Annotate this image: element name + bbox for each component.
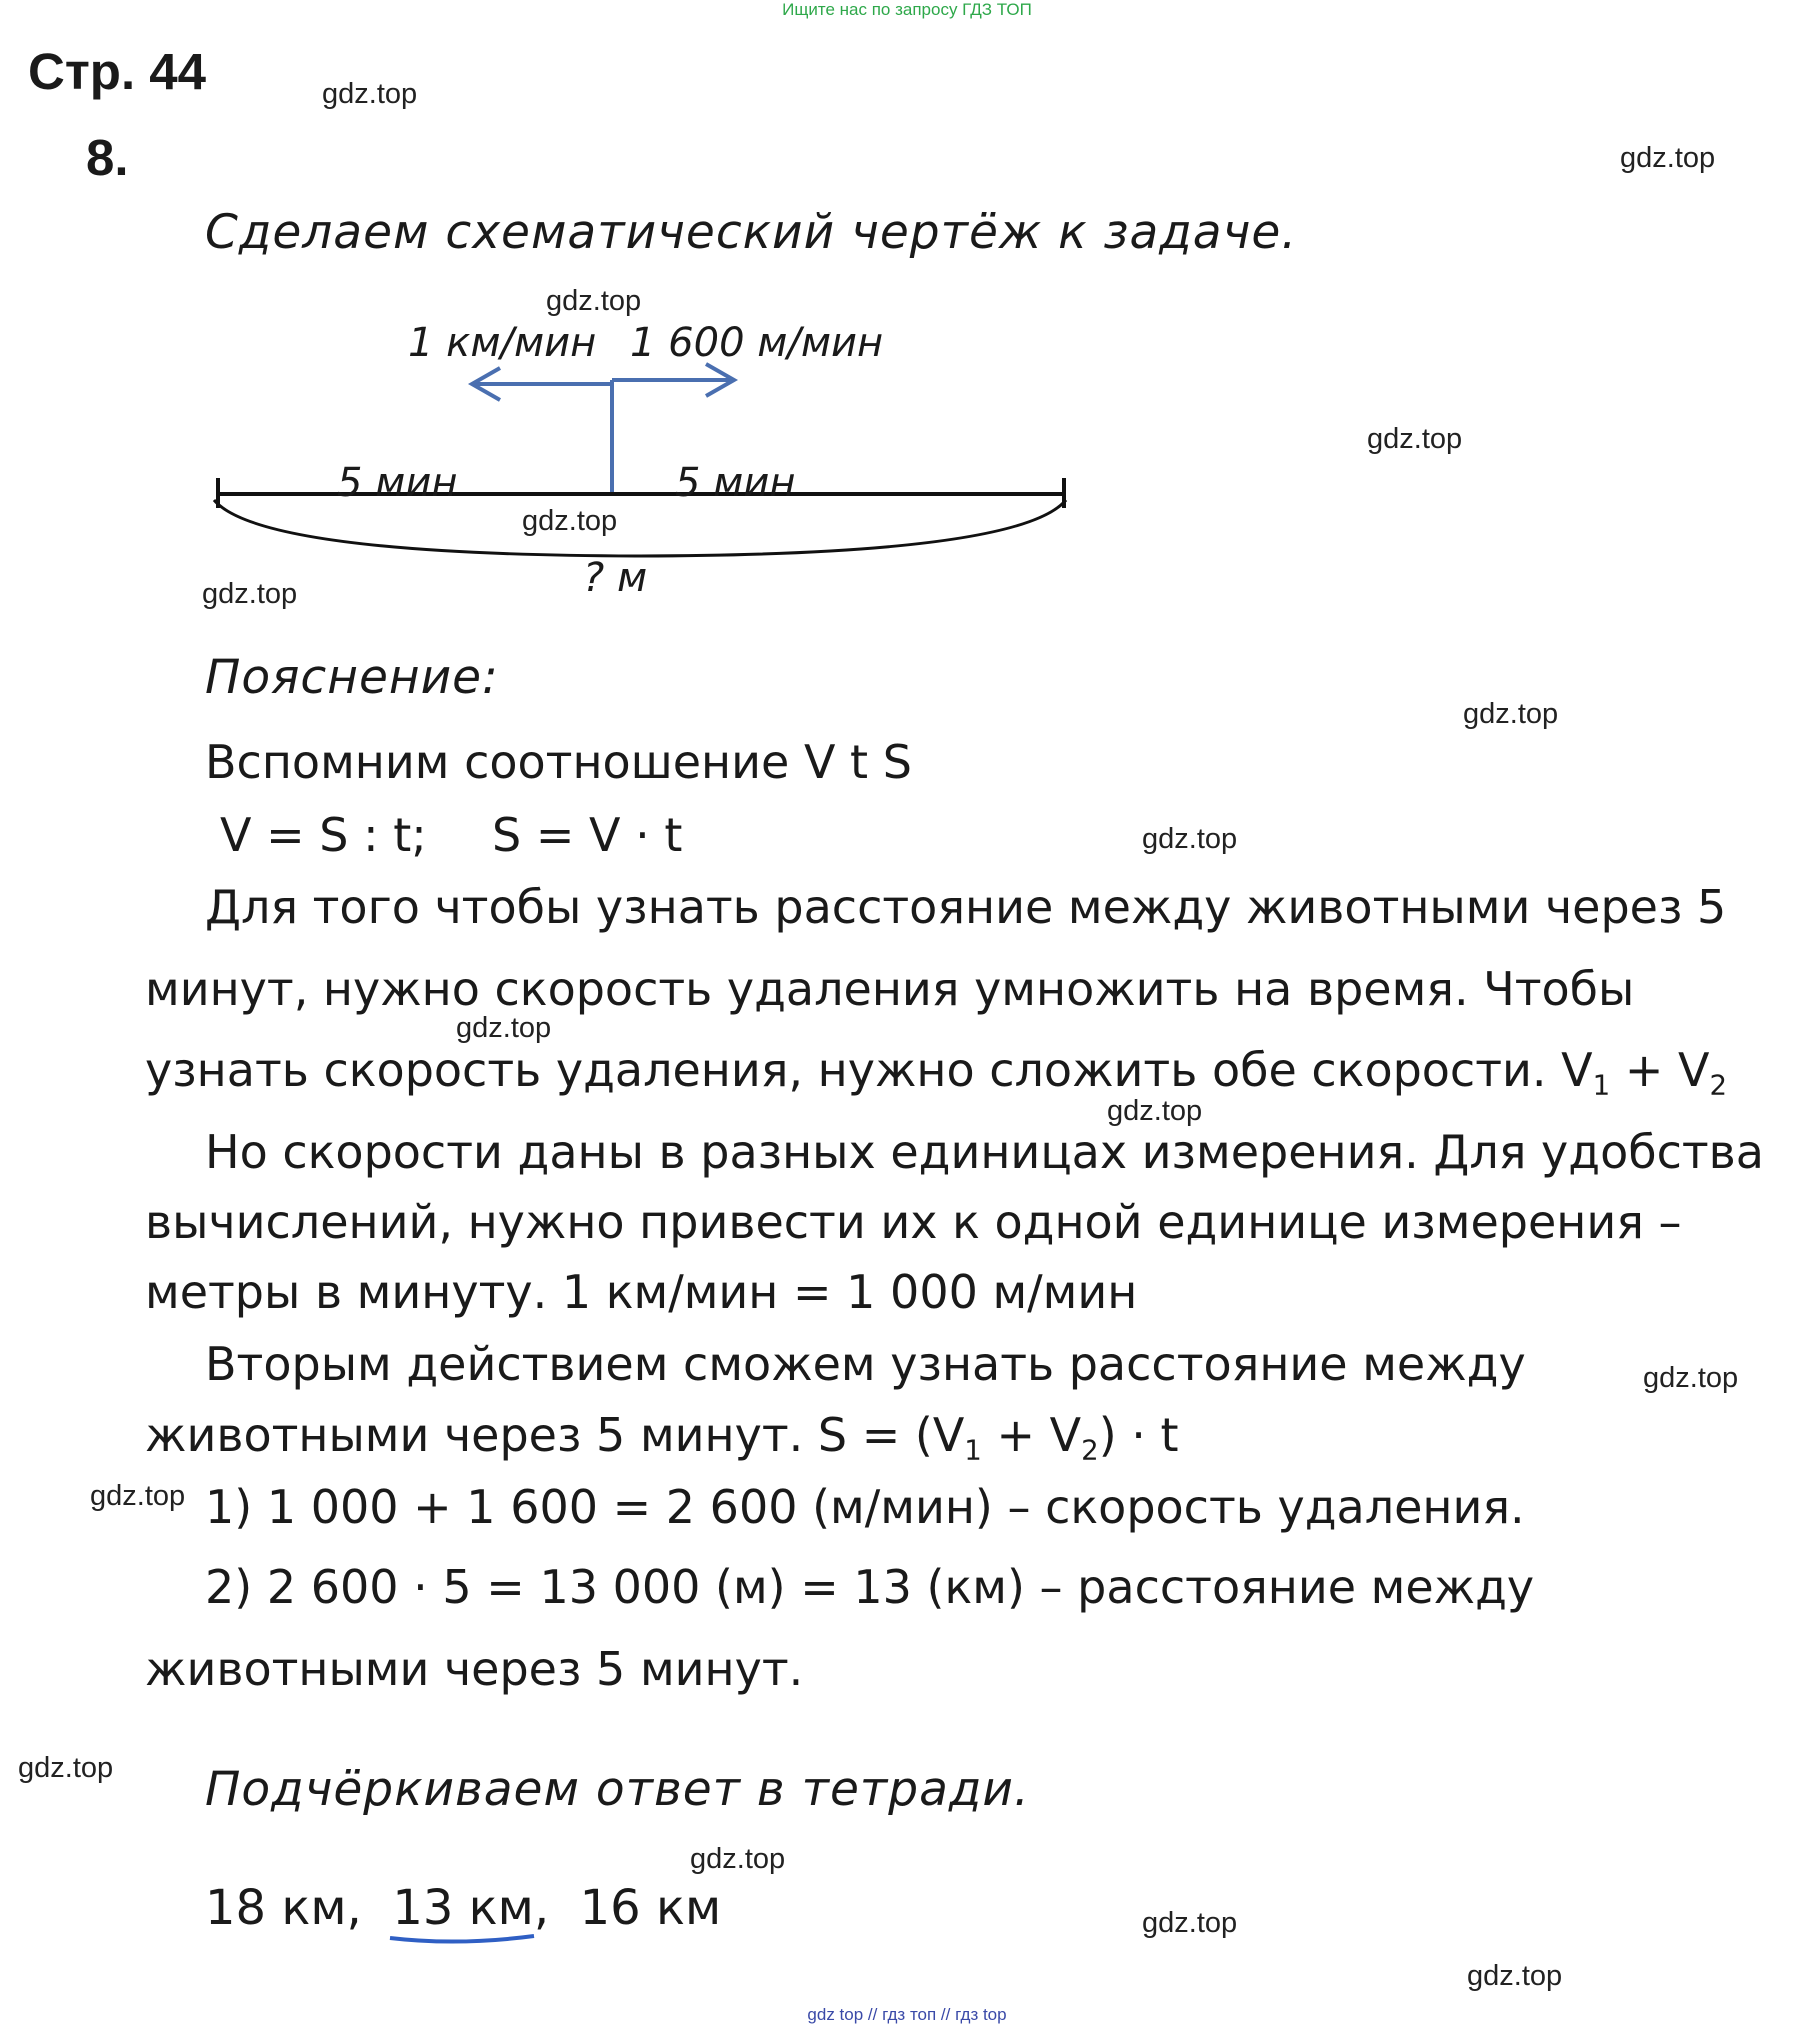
schematic-diagram — [200, 360, 1080, 560]
answer-option-16km[interactable]: 16 км — [579, 1880, 722, 1936]
search-banner[interactable]: Ищите нас по запросу ГДЗ ТОП — [782, 0, 1032, 19]
watermark: gdz.top — [456, 1012, 552, 1044]
watermark: gdz.top — [1142, 823, 1238, 855]
underline-prompt: Подчёркиваем ответ в тетради. — [205, 1762, 1030, 1817]
recall-line: Вспомним соотношение V t S — [205, 735, 912, 789]
speed-right-label: 1 600 м/мин — [630, 320, 884, 366]
time-left-label: 5 мин — [337, 460, 458, 506]
speed-left-label: 1 км/мин — [408, 320, 597, 366]
watermark: gdz.top — [18, 1752, 114, 1784]
watermark: gdz.top — [1643, 1362, 1739, 1394]
footer-links[interactable]: gdz top // гдз топ // гдз top — [807, 2005, 1007, 2024]
paragraph-2-line-1: Но скорости даны в разных единицах измерения. Для удобства — [205, 1125, 1764, 1179]
paragraph-1-line-1: Для того чтобы узнать расстояние между животными через 5 — [205, 880, 1727, 934]
answer-option-13km-correct[interactable]: 13 км — [392, 1880, 534, 1936]
answer-options: 18 км, 13 км , 16 км — [205, 1880, 721, 1936]
total-brace — [214, 500, 1066, 556]
watermark: gdz.top — [202, 578, 298, 610]
watermark: gdz.top — [546, 285, 642, 317]
paragraph-2-line-2: вычислений, нужно привести их к одной единице измерения – — [145, 1195, 1682, 1249]
step-2-line-1: 2) 2 600 · 5 = 13 000 (м) = 13 (км) – расстояние между — [205, 1560, 1535, 1614]
watermark: gdz.top — [322, 78, 418, 110]
page-title: Стр. 44 — [28, 43, 207, 100]
time-right-label: 5 мин — [675, 460, 796, 506]
watermark: gdz.top — [522, 505, 618, 537]
watermark: gdz.top — [90, 1480, 186, 1512]
watermark: gdz.top — [1467, 1960, 1563, 1992]
paragraph-3-line-1: Вторым действием сможем узнать расстояние между — [205, 1337, 1526, 1391]
watermark: gdz.top — [1107, 1095, 1203, 1127]
paragraph-1-line-3: узнать скорость удаления, нужно сложить обе скорости. $V_1 + V_2$ — [145, 1043, 1728, 1102]
total-distance-label: ? м — [583, 555, 648, 601]
answer-option-18km[interactable]: 18 км, — [205, 1880, 362, 1936]
explanation-title: Пояснение: — [205, 650, 499, 705]
watermark: gdz.top — [690, 1843, 786, 1875]
formula-v: V = S : t; — [220, 808, 427, 862]
paragraph-1-line-2: минут, нужно скорость удаления умножить на время. Чтобы — [145, 962, 1635, 1016]
task-number: 8. — [86, 129, 129, 186]
watermark: gdz.top — [1463, 698, 1559, 730]
paragraph-2-line-3: метры в минуту. 1 км/мин = 1 000 м/мин — [145, 1265, 1138, 1319]
intro-text: Сделаем схематический чертёж к задаче. — [205, 205, 1298, 260]
watermark: gdz.top — [1142, 1907, 1238, 1939]
step-1: 1) 1 000 + 1 600 = 2 600 (м/мин) – скорость удаления. — [205, 1480, 1525, 1534]
answer-underline — [388, 1932, 538, 1950]
watermark: gdz.top — [1620, 142, 1716, 174]
step-2-line-2: животными через 5 минут. — [145, 1642, 804, 1696]
paragraph-3-line-2: животными через 5 минут. $S = (V_1 + V_2) \cdot t$ — [145, 1408, 1179, 1467]
formula-s: S = V · t — [492, 808, 683, 862]
watermark: gdz.top — [1367, 423, 1463, 455]
